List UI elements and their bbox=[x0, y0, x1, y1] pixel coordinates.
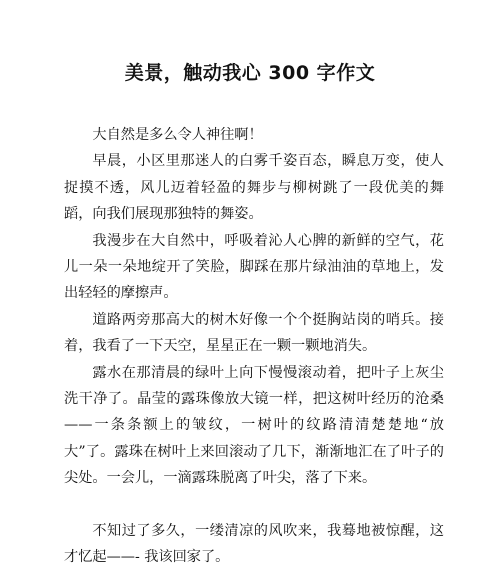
paragraph-6: 不知过了多久，一缕清凉的风吹来，我蓦地被惊醒，这才忆起——- 我该回家了。 bbox=[64, 522, 444, 566]
paragraph-2: 早晨，小区里那迷人的白雾千姿百态，瞬息万变，使人捉摸不透，风儿迈着轻盈的舞步与柳树跳了一段优美的舞蹈，向我们展现那独特的舞姿。 bbox=[64, 153, 444, 223]
document-body bbox=[64, 122, 444, 571]
paragraph-1: 大自然是多么令人神往啊！ bbox=[92, 127, 263, 143]
paragraph-4: 道路两旁那高大的树木好像一个个挺胸站岗的哨兵。接着，我看了一下天空，星星正在一颗一颗地消失。 bbox=[64, 311, 444, 355]
paragraph-5: 露水在那清晨的绿叶上向下慢慢滚动着，把叶子上灰尘洗干净了。晶莹的露珠像放大镜一样，把这树叶经历的沧桑——一条条额上的皱纹，一树叶的纹路清清楚楚地“放大”了。露珠在树叶上来回滚动了几下，渐渐地汇在了叶子的尖处。一会儿，一滴露珠脱离了叶尖，落了下来。 bbox=[64, 364, 444, 487]
paragraph-3: 我漫步在大自然中，呼吸着沁人心脾的新鲜的空气，花儿一朵一朵地绽开了笑脸，脚踩在那片绿油油的草地上，发出轻轻的摩擦声。 bbox=[64, 232, 444, 302]
document-title: 美景，触动我心 300 字作文 bbox=[124, 62, 376, 84]
